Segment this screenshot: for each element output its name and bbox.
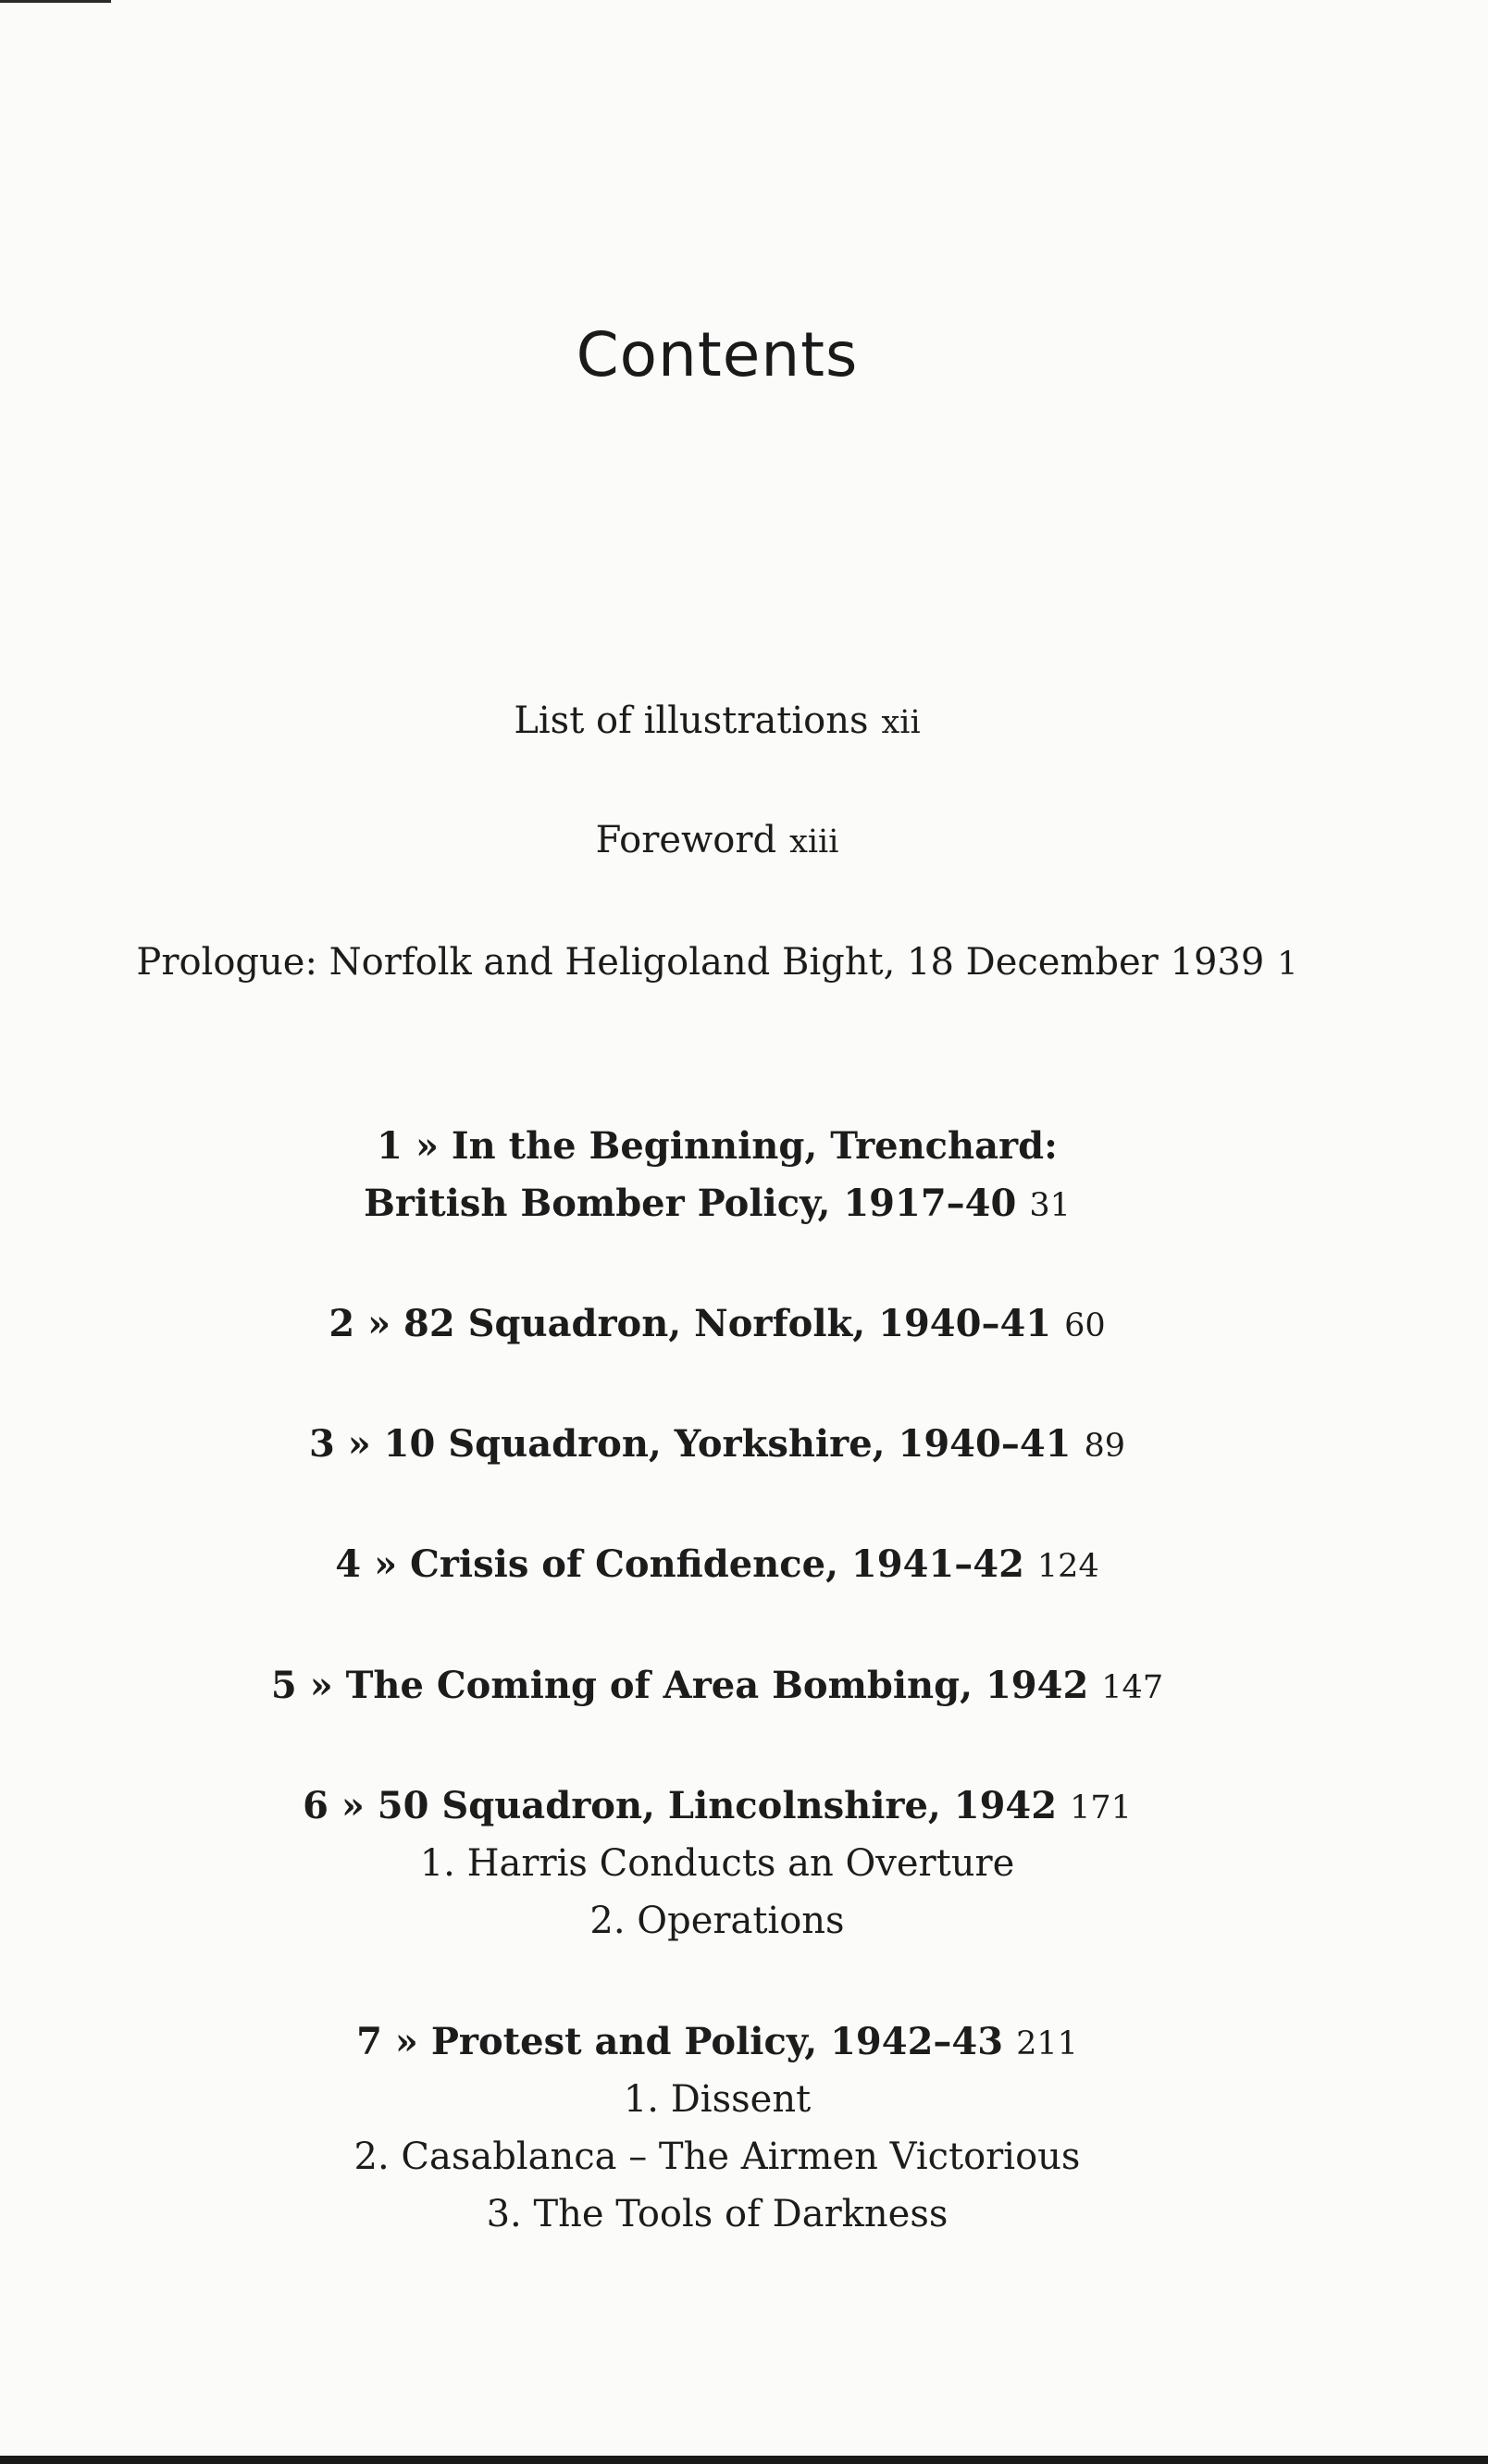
toc-section: 2. Casablanca – The Airmen Victorious <box>353 2136 1081 2178</box>
chapter-separator: » <box>367 1302 391 1345</box>
toc-chapter-6 <box>0 1784 1434 1830</box>
toc-page-number: 124 <box>1036 1548 1099 1585</box>
toc-entry-list-of-illustrations <box>0 699 1434 745</box>
chapter-title: Crisis of Confidence, 1941–42 <box>410 1542 1024 1586</box>
toc-entry-label: List of illustrations <box>514 700 869 742</box>
page-bottom-edge-shadow <box>0 2456 1488 2464</box>
toc-page-number: 147 <box>1101 1669 1164 1706</box>
toc-chapter-7 <box>0 2020 1434 2066</box>
chapter-title: 82 Squadron, Norfolk, 1940–41 <box>403 1302 1052 1345</box>
page-title: Contents <box>576 319 859 390</box>
toc-page-number: xiii <box>789 823 839 861</box>
chapter-number: 7 <box>356 2020 382 2063</box>
toc-page-number: 89 <box>1084 1428 1126 1465</box>
chapter-number: 4 <box>335 1542 362 1586</box>
chapter-separator: » <box>415 1124 439 1168</box>
chapter-title: 50 Squadron, Lincolnshire, 1942 <box>377 1784 1058 1827</box>
toc-section: 2. Operations <box>589 1900 845 1942</box>
toc-page-number: 1 <box>1277 946 1298 983</box>
toc-entry-prologue <box>0 940 1434 986</box>
toc-section: 3. The Tools of Darkness <box>486 2193 949 2235</box>
chapter-number: 1 <box>377 1124 403 1168</box>
toc-page-number: 31 <box>1029 1187 1071 1224</box>
toc-chapter-2 <box>0 1302 1434 1348</box>
toc-entry-label: Foreword <box>595 819 777 861</box>
toc-chapter-3 <box>0 1422 1434 1468</box>
toc-chapter-5 <box>0 1664 1434 1710</box>
chapter-separator: » <box>347 1422 371 1466</box>
chapter-title: The Coming of Area Bombing, 1942 <box>345 1664 1089 1707</box>
chapter-separator: » <box>309 1664 333 1707</box>
toc-section: 1. Harris Conducts an Overture <box>419 1842 1015 1885</box>
chapter-number: 3 <box>308 1422 335 1466</box>
toc-entry-foreword <box>0 818 1434 864</box>
chapter-title: 10 Squadron, Yorkshire, 1940–41 <box>383 1422 1072 1466</box>
chapter-number: 6 <box>303 1784 329 1827</box>
chapter-number: 2 <box>329 1302 355 1345</box>
chapter-number: 5 <box>270 1664 297 1707</box>
toc-chapter-1-line-2 <box>0 1182 1434 1228</box>
chapter-title: In the Beginning, Trenchard: <box>451 1124 1058 1168</box>
toc-chapter-1-line-1 <box>0 1124 1434 1169</box>
chapter-title: British Bomber Policy, 1917–40 <box>364 1182 1017 1225</box>
chapter-separator: » <box>374 1542 398 1586</box>
toc-entry-label: Prologue: Norfolk and Heligoland Bight, 18 December 1939 <box>136 941 1265 984</box>
chapter-separator: » <box>341 1784 365 1827</box>
toc-section: 1. Dissent <box>623 2078 812 2121</box>
toc-page-number: 171 <box>1070 1789 1132 1826</box>
toc-page-number: 211 <box>1016 2025 1078 2062</box>
toc-page-number: 60 <box>1064 1307 1106 1344</box>
toc-chapter-4 <box>0 1542 1434 1589</box>
toc-page-number: xii <box>881 704 921 741</box>
chapter-separator: » <box>394 2020 418 2063</box>
page-top-edge-shadow <box>0 0 111 3</box>
chapter-title: Protest and Policy, 1942–43 <box>430 2020 1004 2063</box>
